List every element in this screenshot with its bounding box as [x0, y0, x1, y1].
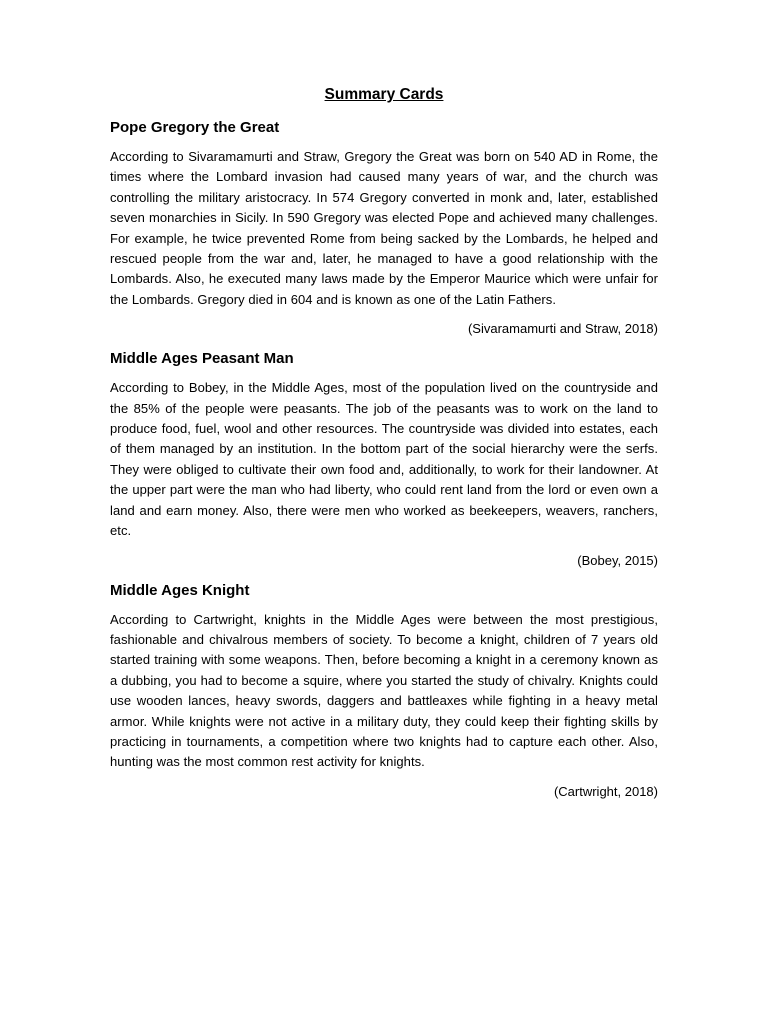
section-body: According to Cartwright, knights in the Middle Ages were between the most prestigious, fashionable and chivalrous members of society. To become a knight, children of 7 years old started training with some weapons. Then, before becoming a knight in a ceremony known as a dubbing, you had to become a squire, where you started the study of chivalry. Knights could use wooden lances, heavy swords, daggers and battleaxes while fighting in a heavy metal armor. While knights were not active in a military duty, they could keep their fighting skills by practicing in tournaments, a competition where two knights had to capture each other. Also, hunting was the most common rest activity for knights. — [110, 611, 658, 770]
section-pope-gregory — [110, 117, 658, 339]
document-page — [110, 84, 658, 811]
section-body: According to Bobey, in the Middle Ages, most of the population lived on the countryside and the 85% of the people were peasants. The job of the peasants was to work on the land to produce food, fuel, wool and other resources. The countryside was divided into estates, each of them managed by an institution. In the bottom part of the social hierarchy were the serfs. They were obliged to cultivate their own food and, additionally, to work for their landowner. At the upper part were the man who had liberty, who could rent land from the lord or even own a land and earn money. Also, there were men who worked as beekeepers, weavers, ranchers, etc. — [110, 380, 658, 539]
section-citation: (Bobey, 2015) — [577, 552, 658, 568]
section-body: According to Sivaramamurti and Straw, Gregory the Great was born on 540 AD in Rome, the times where the Lombard invasion had caused many years of war, and the church was controlling the military aristocracy. In 574 Gregory converted in monk and, later, established seven monarchies in Sicily. In 590 Gregory was elected Pope and achieved many challenges. For example, he twice prevented Rome from being sacked by the Lombards, he helped and rescued people from the war and, later, he managed to have a good relationship with the Lombards. Also, he executed many laws made by the Emperor Maurice which were unfair for the Lombards. Gregory died in 604 and is known as one of the Latin Fathers. — [110, 149, 658, 307]
section-heading: Middle Ages Knight — [110, 581, 250, 599]
section-knight — [110, 580, 658, 802]
section-heading: Middle Ages Peasant Man — [110, 350, 294, 368]
section-citation: (Cartwright, 2018) — [553, 783, 658, 799]
section-citation: (Sivaramamurti and Straw, 2018) — [467, 321, 658, 337]
section-heading: Pope Gregory the Great — [110, 119, 280, 136]
section-peasant-man — [110, 348, 658, 570]
document-title: Summary Cards — [324, 86, 444, 103]
